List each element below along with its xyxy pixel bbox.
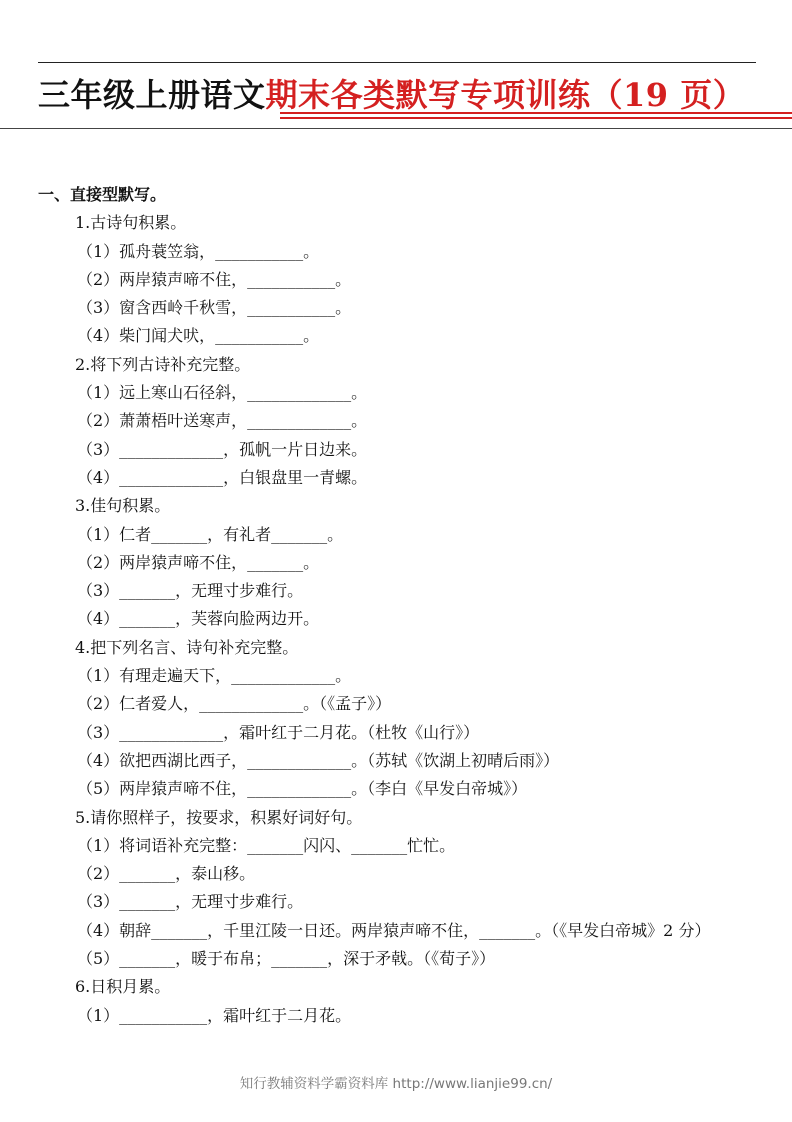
question-3-item: （1）仁者_______，有礼者_______。 bbox=[77, 524, 344, 544]
document-title bbox=[38, 62, 756, 120]
question-heading-2: 2.将下列古诗补充完整。 bbox=[75, 354, 251, 374]
question-4-item: （2）仁者爱人，_____________。（《孟子》） bbox=[77, 694, 392, 714]
question-heading-3: 3.佳句积累。 bbox=[75, 496, 171, 516]
question-heading-5: 5.请你照样子，按要求，积累好词好句。 bbox=[75, 807, 363, 827]
question-heading-1: 1.古诗句积累。 bbox=[75, 213, 187, 233]
question-5-item-wrapped bbox=[38, 917, 754, 945]
question-heading-4: 4.把下列名言、诗句补充完整。 bbox=[75, 637, 299, 657]
question-6-item: （1）___________，霜叶红于二月花。 bbox=[77, 1005, 352, 1025]
question-5-item: （2）_______，泰山移。 bbox=[77, 864, 256, 884]
question-3-item: （3）_______，无理寸步难行。 bbox=[77, 581, 304, 601]
title-text bbox=[38, 70, 745, 116]
question-2-item: （2）萧萧梧叶送寒声，_____________。 bbox=[77, 411, 368, 431]
question-5-item: （1）将词语补充完整：_______闪闪、_______忙忙。 bbox=[77, 835, 456, 855]
question-4-item: （4）欲把西湖比西子，_____________。（苏轼《饮湖上初晴后雨》） bbox=[77, 750, 560, 770]
question-1-item: （2）两岸猿声啼不住，___________。 bbox=[77, 269, 352, 289]
footer-watermark: 知行教辅资料学霸资料库 http://www.lianjie99.cn/ bbox=[239, 1076, 553, 1092]
question-heading-6: 6.日积月累。 bbox=[75, 977, 171, 997]
question-1-item: （3）窗含西岭千秋雪，___________。 bbox=[77, 298, 352, 318]
question-3-item: （4）_______，芙蓉向脸两边开。 bbox=[77, 609, 320, 629]
question-4-item: （3）_____________，霜叶红于二月花。（杜牧《山行》） bbox=[77, 722, 480, 742]
question-2-item: （1）远上寒山石径斜，_____________。 bbox=[77, 383, 368, 403]
question-2-item: （4）_____________，白银盘里一青螺。 bbox=[77, 467, 368, 487]
worksheet-body bbox=[38, 181, 754, 1030]
question-3-item: （2）两岸猿声啼不住，_______。 bbox=[77, 552, 320, 572]
title-top-rule bbox=[38, 62, 756, 63]
question-1-item: （1）孤舟蓑笠翁，___________。 bbox=[77, 241, 320, 261]
question-5-item: （3）_______，无理寸步难行。 bbox=[77, 892, 304, 912]
title-red-part: 期末各类默写专项训练（19 页） bbox=[265, 76, 746, 114]
title-black-part: 三年级上册语文 bbox=[38, 76, 266, 114]
title-red-underline bbox=[280, 112, 792, 114]
question-5-item: （5）_______，暖于布帛；_______，深于矛戟。（《荀子》） bbox=[77, 949, 496, 969]
question-5-item-4-text: （4）朝辞_______，千里江陵一日还。两岸猿声啼不住，_______。（《早发白帝城》2 分） bbox=[77, 920, 711, 940]
header-divider bbox=[0, 128, 792, 129]
question-1-item: （4）柴门闻犬吠，___________。 bbox=[77, 326, 320, 346]
question-2-item: （3）_____________，孤帆一片日边来。 bbox=[77, 439, 368, 459]
question-4-item: （1）有理走遍天下，_____________。 bbox=[77, 666, 352, 686]
section-heading: 一、直接型默写。 bbox=[38, 185, 167, 204]
title-red-underline-2 bbox=[280, 117, 792, 119]
question-4-item: （5）两岸猿声啼不住，_____________。（李白《早发白帝城》） bbox=[77, 779, 528, 799]
